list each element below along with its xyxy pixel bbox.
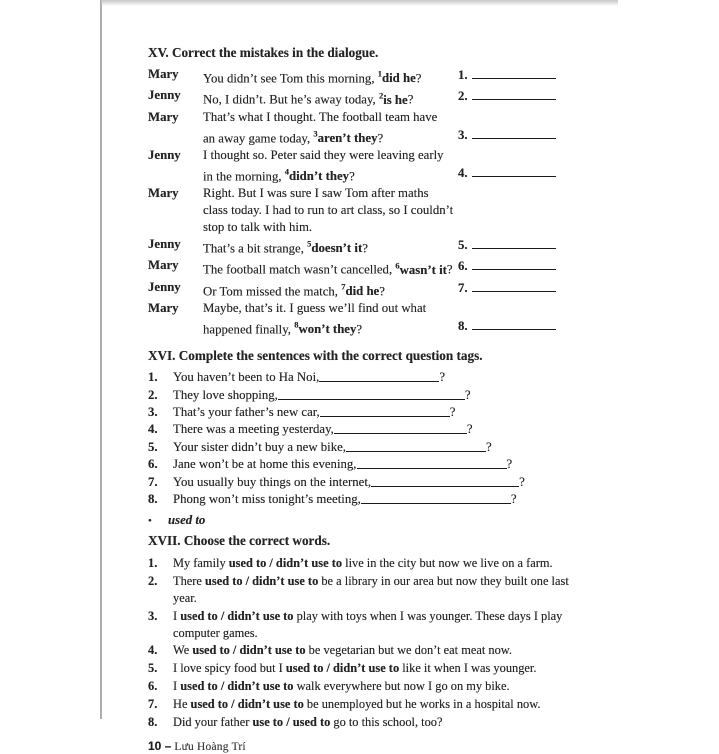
item-text xyxy=(173,555,584,572)
tag-superscript: 4 xyxy=(284,166,289,177)
answer-slot xyxy=(458,236,556,257)
answer-number: 6. xyxy=(458,259,468,274)
list-item xyxy=(148,555,584,572)
tag-text: won’t they xyxy=(298,322,357,337)
item-number: 2. xyxy=(148,387,158,402)
dialogue-pre: You didn’t see Tom this morning, xyxy=(203,71,378,86)
dialogue-row xyxy=(148,317,584,338)
item-text xyxy=(173,573,584,607)
dialogue-row xyxy=(148,257,584,278)
answer-number: 7. xyxy=(458,280,468,295)
item-number: 6. xyxy=(148,678,158,693)
choice-options: used to / didn’t use to xyxy=(190,696,304,711)
question-mark: ? xyxy=(486,439,492,454)
question-mark: ? xyxy=(439,370,446,385)
item-text xyxy=(173,608,584,642)
item-pre: There xyxy=(173,574,205,589)
tag-text: doesn’t it xyxy=(311,241,363,256)
answer-slot xyxy=(458,164,556,185)
dialogue-row xyxy=(148,236,584,257)
dialogue-text xyxy=(203,202,458,219)
question-tag xyxy=(341,281,380,298)
speaker-label xyxy=(148,126,203,147)
tag-superscript: 6 xyxy=(395,260,400,271)
item-post: play with toys when I was younger. These days I play xyxy=(293,608,563,623)
dialogue-pre: No, I didn’t. But he’s away today, xyxy=(203,92,379,107)
item-post: go to this school, too? xyxy=(330,714,443,729)
question-mark: ? xyxy=(449,404,456,419)
page-content xyxy=(148,44,584,754)
dialogue-post: ? xyxy=(356,322,363,337)
item-post: be unemployed but he works in a hospital now. xyxy=(303,696,541,711)
item-number: 4. xyxy=(148,643,158,658)
tag-superscript: 5 xyxy=(307,239,312,250)
choice-options: use to / used to xyxy=(252,714,331,729)
section-xv-title: XV. Correct the mistakes in the dialogue. xyxy=(148,45,379,60)
item-number: 8. xyxy=(148,491,158,506)
list-item xyxy=(148,439,584,456)
item-text xyxy=(173,642,584,659)
answer-blank xyxy=(472,164,556,177)
question-tag xyxy=(378,71,416,85)
fill-in-blank xyxy=(278,387,465,400)
dialogue-post: ? xyxy=(446,262,453,277)
list-item xyxy=(148,696,584,713)
item-text: Phong won’t miss tonight’s meeting, xyxy=(173,491,361,506)
answer-slot xyxy=(458,126,556,147)
item-pre: I love spicy food but I xyxy=(173,661,286,676)
fill-in-blank xyxy=(361,491,511,504)
dialogue-row xyxy=(148,66,584,87)
answer-slot xyxy=(458,279,556,300)
dialogue-text xyxy=(203,147,458,164)
tag-superscript: 8 xyxy=(294,319,299,330)
tag-superscript: 1 xyxy=(377,69,382,79)
speaker-label: Jenny xyxy=(148,279,181,294)
dialogue-text xyxy=(203,236,458,257)
tag-superscript: 3 xyxy=(313,128,318,139)
speaker-label: Mary xyxy=(148,67,179,81)
answer-blank xyxy=(472,317,556,330)
dialogue-pre: The football match wasn’t cancelled, xyxy=(203,262,396,277)
item-text xyxy=(173,696,584,713)
item-text: You usually buy things on the internet, xyxy=(173,474,372,489)
question-mark: ? xyxy=(519,474,525,489)
dialogue-row xyxy=(148,202,584,219)
speaker-label: Jenny xyxy=(148,147,181,162)
choice-options: used to / didn’t use to xyxy=(180,608,294,623)
question-tag xyxy=(284,166,350,184)
topic-bullet xyxy=(148,512,584,530)
item-line2: computer games. xyxy=(173,625,258,640)
fill-in-blank xyxy=(371,474,519,487)
choice-options: used to / didn’t use to xyxy=(228,556,343,571)
answer-number: 5. xyxy=(458,238,468,253)
dialogue-row xyxy=(148,300,584,317)
answer-number: 3. xyxy=(458,127,468,142)
dialogue-pre: I thought so. Peter said they were leaving early xyxy=(203,147,444,162)
list-item xyxy=(148,369,584,386)
speaker-label: Jenny xyxy=(148,88,181,103)
dialogue-text xyxy=(203,126,458,147)
page-edge-line xyxy=(100,0,102,719)
speaker-label xyxy=(148,317,203,338)
answer-slot xyxy=(458,66,556,87)
speaker-label xyxy=(148,164,203,185)
item-pre: I xyxy=(173,678,181,693)
choice-options: used to / didn’t use to xyxy=(205,574,319,589)
answer-blank xyxy=(472,66,556,79)
dialogue-pre: That’s what I thought. The football team have xyxy=(203,109,438,124)
dialogue-text xyxy=(203,317,458,338)
dialogue-row xyxy=(148,164,584,185)
dialogue-pre: in the morning, xyxy=(203,169,285,184)
dialogue-post: ? xyxy=(349,169,355,184)
answer-number: 1. xyxy=(458,68,468,82)
list-item xyxy=(148,642,584,659)
dialogue-row xyxy=(148,219,584,236)
fill-in-blank xyxy=(334,421,467,434)
dialogue-pre: Or Tom missed the match, xyxy=(203,283,342,298)
bullet-icon: • xyxy=(148,515,152,528)
item-pre: We xyxy=(173,643,193,658)
item-number: 6. xyxy=(148,457,158,472)
list-item xyxy=(148,573,584,607)
item-number: 1. xyxy=(148,370,158,385)
fill-in-blank xyxy=(320,404,450,417)
dialogue-text xyxy=(203,164,458,185)
answer-blank xyxy=(472,279,556,292)
author-name: Lưu Hoàng Trí xyxy=(174,741,246,754)
speaker-label xyxy=(148,219,203,236)
question-mark: ? xyxy=(466,422,473,437)
list-item xyxy=(148,678,584,695)
question-tag xyxy=(378,90,408,107)
dialogue-post: ? xyxy=(377,130,384,145)
answer-slot xyxy=(458,257,556,278)
list-item xyxy=(148,404,584,421)
answer-blank xyxy=(472,236,556,249)
item-text xyxy=(173,714,584,731)
question-tag xyxy=(294,319,357,337)
dialogue-text xyxy=(203,279,458,300)
question-mark: ? xyxy=(506,457,513,472)
item-pre: My family xyxy=(173,556,229,571)
dialogue-post: ? xyxy=(379,283,385,298)
choice-options: used to / didn’t use to xyxy=(180,678,294,693)
choice-options: used to / didn’t use to xyxy=(285,661,400,676)
dialogue-row xyxy=(148,279,584,300)
dialogue-text xyxy=(203,87,458,108)
item-number: 7. xyxy=(148,696,158,711)
list-item xyxy=(148,421,584,438)
list-item xyxy=(148,456,584,473)
speaker-label: Mary xyxy=(148,300,179,315)
item-number: 8. xyxy=(148,714,158,729)
dialogue-text xyxy=(203,219,458,236)
dialogue-post: ? xyxy=(362,241,368,256)
dialogue-row xyxy=(148,87,584,108)
dialogue-text xyxy=(203,66,458,87)
speaker-label: Mary xyxy=(148,258,179,273)
item-number: 5. xyxy=(148,661,158,676)
section-xvii-title: XVII. Choose the correct words. xyxy=(148,533,331,549)
speaker-label xyxy=(148,202,203,219)
answer-number: 4. xyxy=(458,165,468,180)
item-number: 5. xyxy=(148,439,158,454)
dialogue-pre: an away game today, xyxy=(203,130,314,145)
page-footer xyxy=(148,739,584,754)
item-number: 7. xyxy=(148,474,158,489)
list-item xyxy=(148,491,584,508)
page-number: 10 – xyxy=(148,739,172,754)
item-text: They love shopping, xyxy=(173,387,278,402)
item-pre: He xyxy=(173,696,191,711)
item-text: There was a meeting yesterday, xyxy=(173,422,334,437)
speaker-label: Jenny xyxy=(148,237,181,252)
dialogue-pre: stop to talk with him. xyxy=(203,220,313,235)
item-post: live in the city but now we live on a farm. xyxy=(342,556,553,571)
dialogue-text xyxy=(203,257,458,278)
question-mark: ? xyxy=(510,491,517,506)
dialogue-pre: happened finally, xyxy=(203,322,295,337)
dialogue-pre: That’s a bit strange, xyxy=(203,241,308,256)
section-xvi-title: XVI. Complete the sentences with the correct question tags. xyxy=(148,348,483,364)
tag-text: didn’t they xyxy=(289,169,350,184)
fill-in-blank xyxy=(346,439,486,452)
dialogue-pre: Right. But I was sure I saw Tom after maths xyxy=(203,186,429,201)
fill-in-blank xyxy=(357,456,507,469)
dialogue-row xyxy=(148,147,584,164)
dialogue-pre: class today. I had to run to art class, so I couldn’t xyxy=(203,203,454,218)
answer-number: 8. xyxy=(458,318,468,333)
list-item xyxy=(148,714,584,731)
item-post: be a library in our area but now they built one last xyxy=(318,574,569,589)
dialogue-text xyxy=(203,109,458,126)
dialogue-text xyxy=(203,300,458,317)
tag-text: did he xyxy=(381,71,416,86)
choose-words-list xyxy=(148,555,584,730)
list-item xyxy=(148,387,584,404)
item-text: Jane won’t be at home this evening, xyxy=(173,457,357,472)
answer-blank xyxy=(472,257,556,270)
item-text xyxy=(173,678,584,695)
item-text: You haven’t been to Ha Noi, xyxy=(173,370,320,385)
dialogue-row xyxy=(148,126,584,147)
dialogue-row xyxy=(148,109,584,126)
item-number: 1. xyxy=(148,556,158,571)
tag-text: wasn’t it xyxy=(399,262,447,277)
answer-slot xyxy=(458,317,556,338)
tag-text: did he xyxy=(345,283,380,298)
list-item xyxy=(148,660,584,677)
answer-blank xyxy=(472,126,556,139)
item-pre: I xyxy=(173,608,181,623)
item-number: 2. xyxy=(148,574,158,589)
dialogue-text xyxy=(203,185,458,202)
dialogue-post: ? xyxy=(407,92,414,107)
question-tag xyxy=(307,241,362,255)
question-tag-list xyxy=(148,369,584,508)
item-pre: Did your father xyxy=(173,714,253,729)
choice-options: used to / didn’t use to xyxy=(192,643,306,658)
question-tag xyxy=(395,260,447,277)
dialogue-pre: Maybe, that’s it. I guess we’ll find out what xyxy=(203,300,427,315)
list-item xyxy=(148,608,584,642)
item-post: walk everywhere but now I go on my bike. xyxy=(293,678,510,693)
item-text: That’s your father’s new car, xyxy=(173,404,320,419)
fill-in-blank xyxy=(319,369,439,382)
list-item xyxy=(148,474,584,491)
answer-blank xyxy=(472,87,556,100)
dialogue-post: ? xyxy=(415,71,422,86)
item-text xyxy=(173,660,584,677)
item-post: like it when I was younger. xyxy=(399,661,537,676)
topic-label: used to xyxy=(168,513,206,528)
question-mark: ? xyxy=(464,387,471,402)
item-post: be vegetarian but we don’t eat meat now. xyxy=(305,643,513,658)
item-number: 4. xyxy=(148,422,158,437)
answer-number: 2. xyxy=(458,89,468,104)
dialogue-row xyxy=(148,185,584,202)
speaker-label: Mary xyxy=(148,109,179,124)
tag-text: aren’t they xyxy=(317,130,378,145)
item-line2: year. xyxy=(173,590,197,605)
page-top-shadow xyxy=(101,0,618,6)
item-number: 3. xyxy=(148,608,158,623)
answer-slot xyxy=(458,87,556,108)
tag-text: is he xyxy=(383,92,408,107)
tag-superscript: 2 xyxy=(378,90,384,101)
dialogue xyxy=(148,66,584,338)
item-number: 3. xyxy=(148,404,158,419)
speaker-label: Mary xyxy=(148,186,179,201)
item-text: Your sister didn’t buy a new bike, xyxy=(173,439,346,454)
question-tag xyxy=(313,128,378,145)
tag-superscript: 7 xyxy=(341,281,346,292)
